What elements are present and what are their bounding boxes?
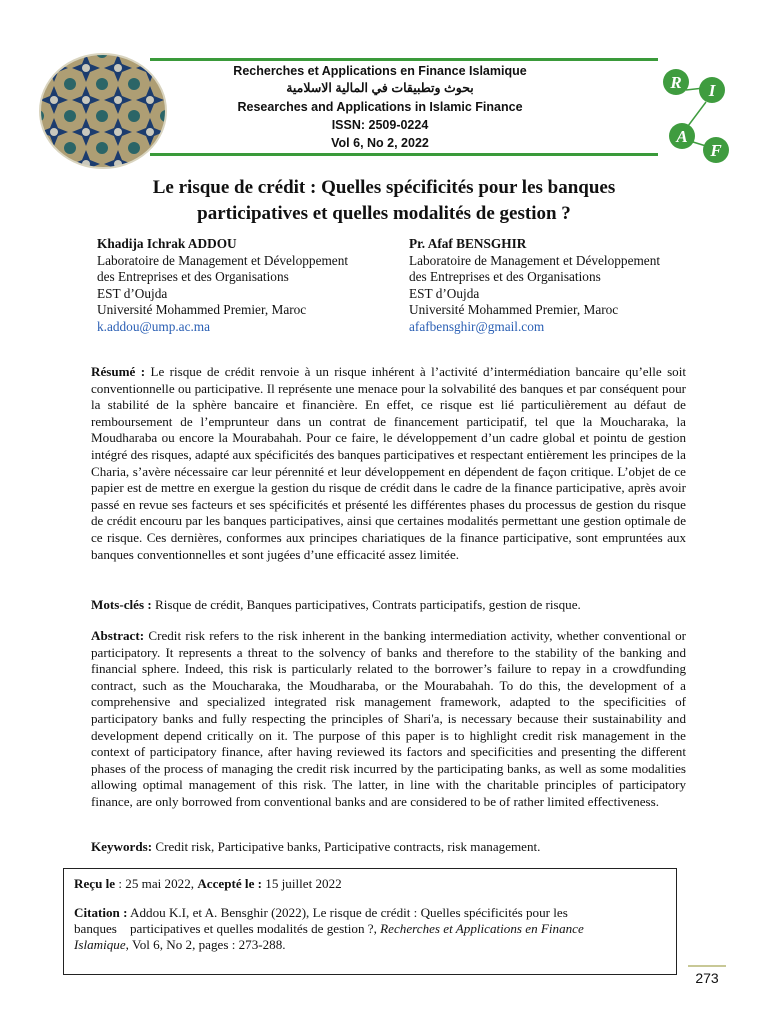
author-email-link[interactable]: k.addou@ump.ac.ma (97, 318, 211, 334)
abstract-label: Abstract: (91, 628, 145, 643)
author-affiliation: des Entreprises et des Organisations (409, 269, 601, 284)
citation-text: , Vol 6, No 2, pages : 273-288. (125, 937, 286, 952)
page-number: 273 (695, 970, 719, 986)
journal-ornament-logo (38, 52, 168, 170)
riaf-logo (660, 58, 732, 168)
logo-letter-f: F (710, 141, 722, 160)
resume-label: Résumé : (91, 364, 146, 379)
citation-text: Addou K.I, et A. Bensghir (2022), Le risque de crédit : Quelles spécificités pour les (130, 905, 568, 920)
author-affiliation: Université Mohammed Premier, Maroc (97, 302, 307, 317)
title-line: Le risque de crédit : Quelles spécificités pour les banques (152, 177, 616, 198)
received-accepted-line (74, 876, 659, 893)
mots-cles-text: Risque de crédit, Banques participatives, Contrats participatifs, gestion de risque. (155, 597, 581, 612)
logo-letter-a: A (676, 127, 688, 146)
citation-line-3 (74, 937, 659, 954)
header-bottom-rule (150, 153, 658, 156)
paper-title (60, 175, 708, 227)
citation-line-1 (74, 905, 659, 922)
author-affiliation: Laboratoire de Management et Développement (409, 252, 661, 268)
title-line: participatives et quelles modalités de gestion ? (197, 203, 571, 224)
accepted-date: 15 juillet 2022 (265, 876, 342, 891)
abstract-paragraph (91, 628, 686, 811)
mots-cles-label: Mots-clés : (91, 597, 152, 612)
received-label: Reçu le (74, 876, 116, 891)
author-block-2 (409, 236, 709, 335)
keywords-label: Keywords: (91, 839, 153, 854)
journal-name-en: Researches and Applications in Islamic Finance (237, 100, 523, 114)
citation-text: banques participatives et quelles modalités de gestion ?, (74, 921, 377, 936)
resume-text: Le risque de crédit renvoie à un risque inhérent à l’activité d’intermédiation bancaire qu’elle soit conventionnelle ou participative. Il représente une menace pour la solvabilité des banques et par conséquent pour la stabilité de la sphère bancaire et financière. En effet, ce risque est lié particulièrement au défaut de remboursement de l’emprunteur dans un contrat de financement participatif, tel que la Moucharaka, la Moudharaba ou encore la Mourabahah. Pour ce faire, le développement d’un cadre global et pointu de gestion intégré des risques, adapté aux spécificités des banques participatives et respectant entièrement les principes de la Charia, s’avère nécessaire car leur pérennité et leur développement en dépendent de façon critique. L’objet de ce papier est de mettre en exergue la gestion du risque de crédit dans le cadre de la finance participative, après avoir passé en revue ses facteurs et ses spécificités et présenté les différentes phases du processus de gestion du risque de crédit encouru par les banques participatives, ainsi que certaines modalités permettant une gestion optimale de ce risque. Ces dernières, conformes aux principes chariatiques de la finance participative, sont empruntées aux banques conventionnelles et sont jugées d’une efficacité assez limitée. (91, 364, 686, 562)
author-email-link[interactable]: afafbensghir@gmail.com (409, 318, 545, 334)
issn: ISSN: 2509-0224 (331, 118, 429, 132)
volume-issue: Vol 6, No 2, 2022 (331, 136, 429, 150)
author-affiliation: EST d’Oujda (409, 285, 480, 301)
keywords-text: Credit risk, Participative banks, Participative contracts, risk management. (155, 839, 541, 854)
author-affiliation: EST d’Oujda (97, 285, 168, 301)
logo-letter-r: R (670, 73, 682, 92)
author-affiliation: Université Mohammed Premier, Maroc (409, 302, 619, 317)
journal-name-fr: Recherches et Applications en Finance Islamique (233, 64, 527, 78)
received-date: : 25 mai 2022, (118, 876, 195, 891)
author-block-1 (97, 236, 397, 335)
mots-cles-paragraph (91, 597, 686, 614)
keywords-paragraph (91, 839, 686, 856)
author-name: Pr. Afaf BENSGHIR (409, 236, 527, 251)
accepted-label: Accepté le : (197, 876, 263, 891)
header-top-rule (150, 58, 658, 61)
citation-journal: Islamique (74, 937, 126, 952)
author-name: Khadija Ichrak ADDOU (97, 236, 237, 251)
logo-letter-i: I (708, 81, 716, 100)
resume-paragraph (91, 364, 686, 563)
citation-label: Citation : (74, 905, 128, 920)
author-affiliation: Laboratoire de Management et Développement (97, 252, 349, 268)
abstract-text: Credit risk refers to the risk inherent in the banking intermediation activity, whether conventional or participatory. It represents a threat to the solvency of banks and therefore to the stability of the banking and financial sphere. Indeed, this risk is particularly related to the borrower’s failure to repay in a crowdfunding contract, such as the Moucharaka, the Moudharaba, or the Mourabahah. To do this, the development of a comprehensive and specialized integrated risk management framework, adapted to the specificities of participatory banks and fully respecting the principles of Shari'a, is necessary because their sustainability and development depend critically on it. The purpose of this paper is to highlight credit risk management in the context of participatory finance, after having reviewed its factors and specificities and presenting the different phases of the process of managing the credit risk incurred by the participating banks, as well as some modalities allowing optimal management of this risk. The latter, in line with the charitable principles of participatory finance, are only borrowed from conventional banks and are considered to be of rather limited effectiveness. (91, 628, 686, 809)
author-affiliation: des Entreprises et des Organisations (97, 269, 289, 284)
citation-line-2 (74, 921, 659, 938)
citation-journal: Recherches et Applications en Finance (380, 921, 584, 936)
page-number-rule (688, 965, 726, 967)
journal-name-ar: بحوث وتطبيقات في المالية الاسلامية (286, 81, 474, 95)
